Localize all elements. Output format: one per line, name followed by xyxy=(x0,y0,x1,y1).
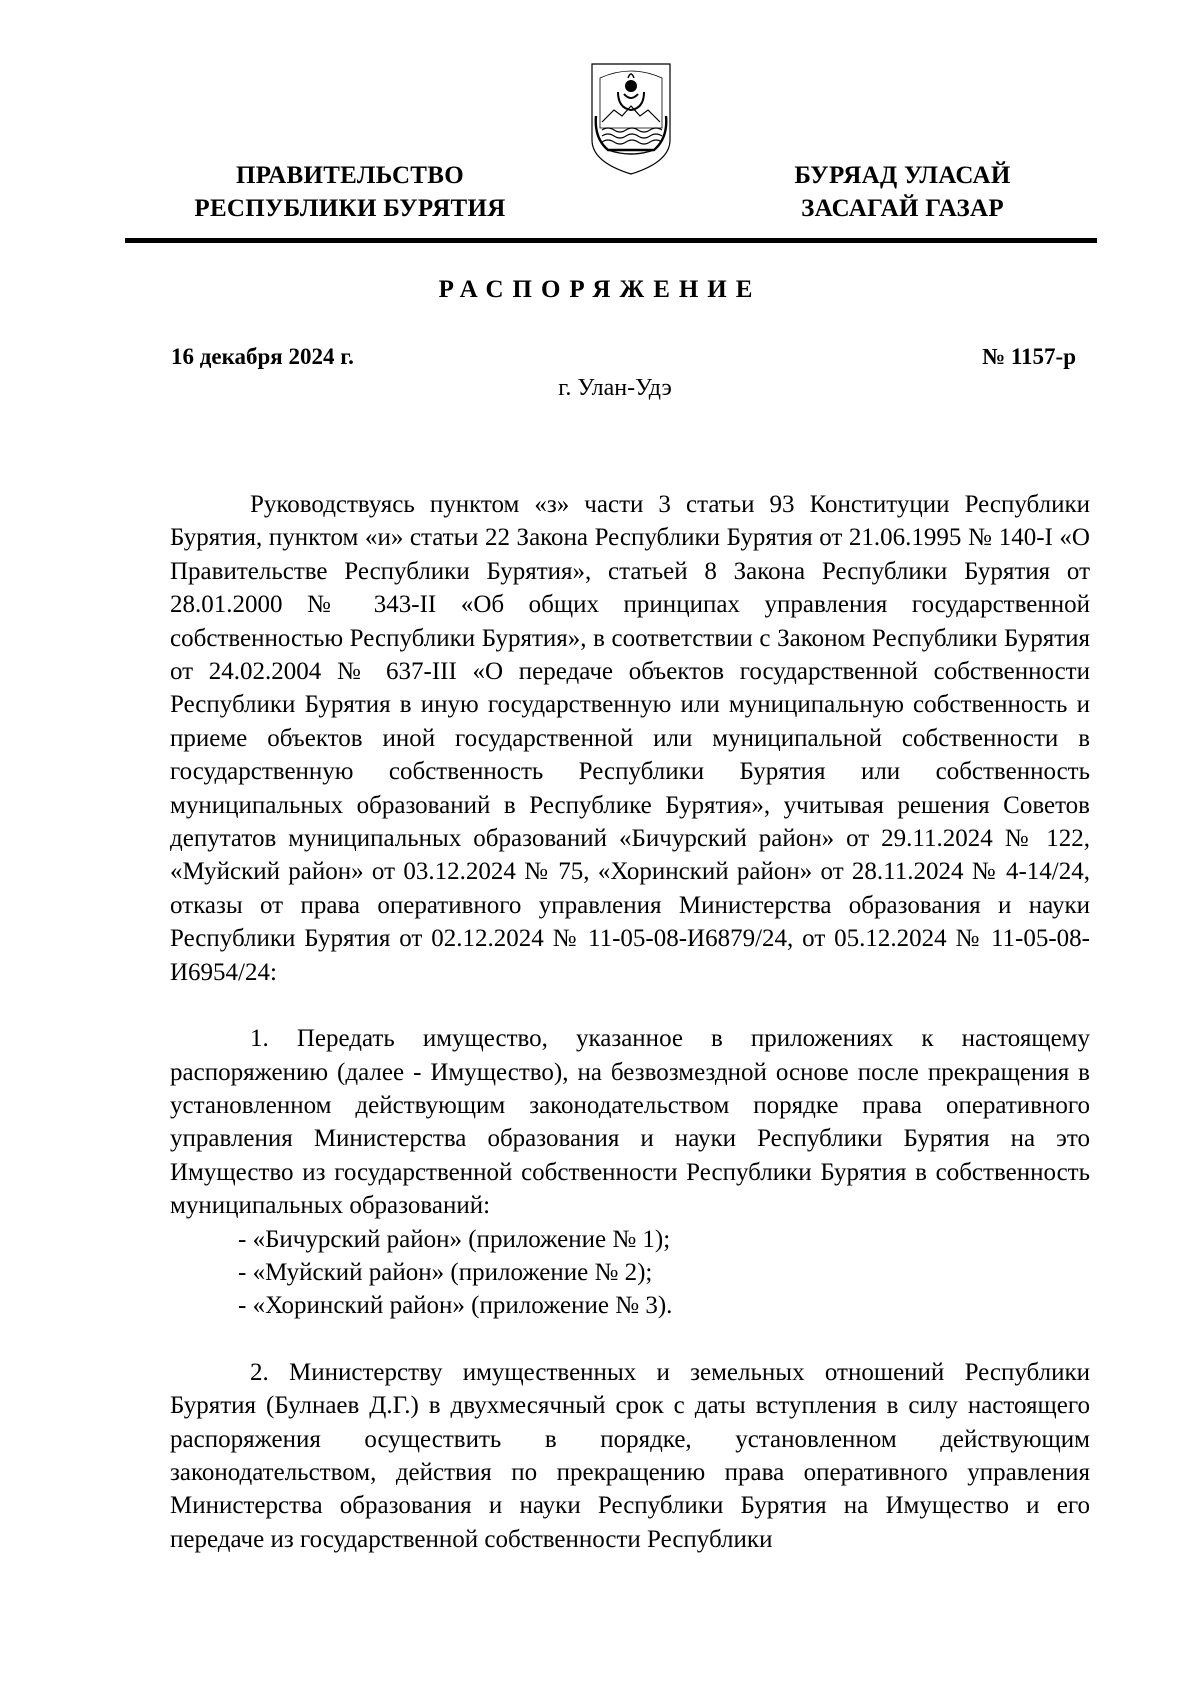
list-item: - «Бичурский район» (приложение № 1); xyxy=(238,1225,671,1253)
header-left-line-2: РЕСПУБЛИКИ БУРЯТИЯ xyxy=(194,195,506,222)
document-date: 16 декабря 2024 г. xyxy=(171,344,354,369)
coat-of-arms-icon xyxy=(588,58,674,176)
document-city: г. Улан-Удэ xyxy=(558,375,672,401)
header-divider xyxy=(125,238,1097,243)
document-body xyxy=(170,488,1090,1556)
preamble-paragraph: Руководствуясь пунктом «з» части 3 статьи 93 Конституции Республики Бурятия, пунктом «и» статьи 22 Закона Республики Бурятия от 21.06.1995 № 140-I «О Правительстве Республики Бурятия», статьей 8 Закона Республики Бурятия от 28.01.2000 № 343-II «Об общих принципах управления государственной собственностью Республики Бурятия», в соответствии с Законом Республики Бурятия от 24.02.2004 № 637-III «О передаче объектов государственной собственности Республики Бурятия в иную государственную или муниципальную собственность и приеме объектов иной государственной или муниципальной собственности в государственную собственность Республики Бурятия или собственность муниципальных образований в Республике Бурятия», учитывая решения Советов депутатов муниципальных образований «Бичурский район» от 29.11.2024 № 122, «Муйский район» от 03.12.2024 № 75, «Хоринский район» от 28.11.2024 № 4-14/24, отказы от права оперативного управления Министерства образования и науки Республики Бурятия от 02.12.2024 № 11-05-08-И6879/24, от 05.12.2024 № 11-05-08-И6954/24: xyxy=(170,491,1090,986)
header-right-title xyxy=(735,159,1070,225)
list-item: - «Хоринский район» (приложение № 3). xyxy=(238,1292,673,1320)
header-right-line-2: ЗАСАГАЙ ГАЗАР xyxy=(801,195,1004,222)
paragraph-spacer xyxy=(170,989,1090,1022)
document-number: № 1157-р xyxy=(981,344,1076,369)
header-left-title xyxy=(150,159,550,225)
document-type: РАСПОРЯЖЕНИЕ xyxy=(438,276,762,303)
header-left-line-1: ПРАВИТЕЛЬСТВО xyxy=(236,162,464,189)
item-1-paragraph: 1. Передать имущество, указанное в приложениях к настоящему распоряжению (далее - Имущество), на безвозмездной основе после прекращения в установленном действующим законодательством порядке права оперативного управления Министерства образования и науки Республики Бурятия на это Имущество из государственной собственности Республики Бурятия в собственность муниципальных образований: xyxy=(170,1025,1090,1220)
item-2-paragraph: 2. Министерству имущественных и земельных отношений Республики Бурятия (Булнаев Д.Г.) в двухмесячный срок с даты вступления в силу настоящего распоряжения осуществить в порядке, установленном действующим законодательством, действия по прекращению права оперативного управления Министерства образования и науки Республики Бурятия на Имущество и его передаче из государственной собственности Республики xyxy=(170,1358,1090,1553)
paragraph-spacer xyxy=(170,1323,1090,1356)
header-right-line-1: БУРЯАД УЛАСАЙ xyxy=(794,162,1011,189)
list-item: - «Муйский район» (приложение № 2); xyxy=(238,1258,653,1286)
